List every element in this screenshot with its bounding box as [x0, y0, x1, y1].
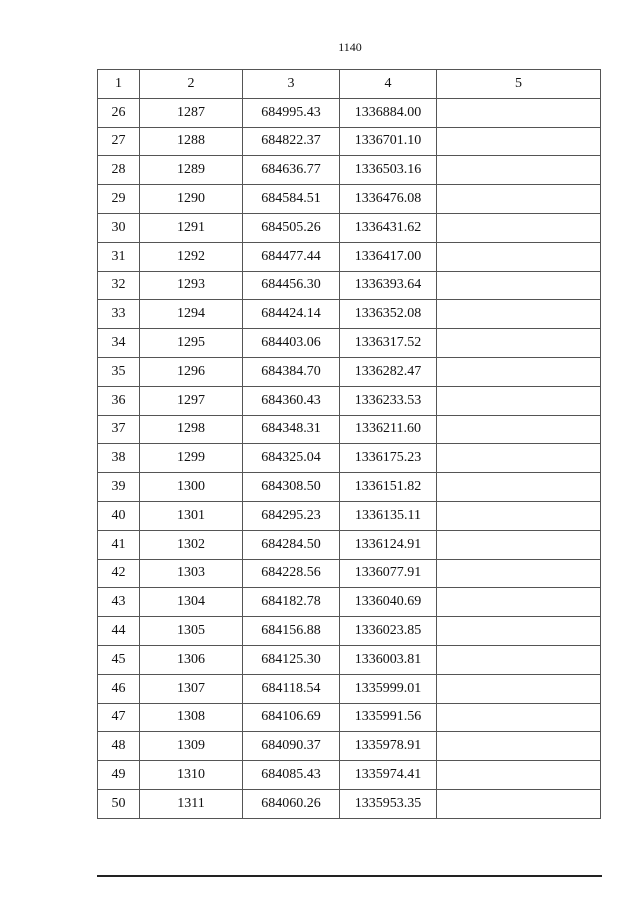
table-cell-col-5: [437, 98, 601, 127]
table-cell-col-1: 48: [98, 732, 140, 761]
table-cell-col-1: 42: [98, 559, 140, 588]
table-cell-col-1: 28: [98, 156, 140, 185]
table-row: [98, 789, 601, 818]
table-cell-col-2: 1303: [140, 559, 243, 588]
table-cell-col-4: 1335953.35: [340, 789, 437, 818]
table-row: [98, 329, 601, 358]
table-cell-col-2: 1297: [140, 386, 243, 415]
table-row: [98, 530, 601, 559]
table-cell-col-3: 684636.77: [243, 156, 340, 185]
table-cell-col-4: 1335974.41: [340, 761, 437, 790]
table-row: [98, 473, 601, 502]
table-cell-col-1: 37: [98, 415, 140, 444]
table-cell-col-3: 684584.51: [243, 185, 340, 214]
table-cell-col-4: 1336124.91: [340, 530, 437, 559]
table-row: [98, 674, 601, 703]
table-cell-col-5: [437, 213, 601, 242]
table-cell-col-5: [437, 127, 601, 156]
table-cell-col-5: [437, 444, 601, 473]
table-cell-col-3: 684118.54: [243, 674, 340, 703]
table-cell-col-2: 1307: [140, 674, 243, 703]
table-cell-col-4: 1336023.85: [340, 617, 437, 646]
table-cell-col-3: 684360.43: [243, 386, 340, 415]
table-cell-col-3: 684348.31: [243, 415, 340, 444]
table-cell-col-5: [437, 530, 601, 559]
table-row: [98, 617, 601, 646]
table-cell-col-1: 44: [98, 617, 140, 646]
table-cell-col-5: [437, 732, 601, 761]
table-cell-col-1: 29: [98, 185, 140, 214]
table-cell-col-3: 684182.78: [243, 588, 340, 617]
table-cell-col-2: 1288: [140, 127, 243, 156]
coordinates-table: [97, 69, 601, 819]
table-row: [98, 185, 601, 214]
table-cell-col-4: 1336135.11: [340, 501, 437, 530]
table-cell-col-4: 1336317.52: [340, 329, 437, 358]
table-cell-col-1: 40: [98, 501, 140, 530]
table-cell-col-3: 684125.30: [243, 645, 340, 674]
table-cell-col-3: 684156.88: [243, 617, 340, 646]
table-cell-col-2: 1306: [140, 645, 243, 674]
table-row: [98, 271, 601, 300]
table-row: [98, 444, 601, 473]
table-cell-col-4: 1336884.00: [340, 98, 437, 127]
table-cell-col-4: 1336282.47: [340, 357, 437, 386]
footer-divider: [97, 875, 602, 877]
table-cell-col-2: 1295: [140, 329, 243, 358]
table-row: [98, 645, 601, 674]
table-cell-col-4: 1336003.81: [340, 645, 437, 674]
table-cell-col-3: 684424.14: [243, 300, 340, 329]
table-cell-col-5: [437, 559, 601, 588]
table-cell-col-3: 684477.44: [243, 242, 340, 271]
table-cell-col-3: 684325.04: [243, 444, 340, 473]
table-row: [98, 357, 601, 386]
table-cell-col-2: 1311: [140, 789, 243, 818]
table-cell-col-5: [437, 156, 601, 185]
table-cell-col-4: 1336175.23: [340, 444, 437, 473]
table-cell-col-5: [437, 674, 601, 703]
table-cell-col-4: 1336077.91: [340, 559, 437, 588]
table-row: [98, 501, 601, 530]
table-cell-col-4: 1335999.01: [340, 674, 437, 703]
table-cell-col-4: 1336352.08: [340, 300, 437, 329]
table-cell-col-4: 1336393.64: [340, 271, 437, 300]
table-cell-col-1: 35: [98, 357, 140, 386]
table-cell-col-3: 684228.56: [243, 559, 340, 588]
table-cell-col-5: [437, 242, 601, 271]
table-row: [98, 98, 601, 127]
header-cell-3: 3: [243, 70, 340, 99]
table-cell-col-4: 1335978.91: [340, 732, 437, 761]
table-cell-col-1: 26: [98, 98, 140, 127]
table-cell-col-3: 684995.43: [243, 98, 340, 127]
table-cell-col-4: 1336211.60: [340, 415, 437, 444]
table-cell-col-3: 684403.06: [243, 329, 340, 358]
table-cell-col-5: [437, 271, 601, 300]
table-cell-col-3: 684284.50: [243, 530, 340, 559]
table-cell-col-2: 1304: [140, 588, 243, 617]
table-row: [98, 559, 601, 588]
table-row: [98, 732, 601, 761]
table-cell-col-2: 1308: [140, 703, 243, 732]
table-cell-col-5: [437, 501, 601, 530]
header-row: [98, 70, 601, 99]
table-cell-col-2: 1310: [140, 761, 243, 790]
table-cell-col-4: 1336476.08: [340, 185, 437, 214]
table-cell-col-2: 1294: [140, 300, 243, 329]
table-cell-col-1: 50: [98, 789, 140, 818]
table-cell-col-1: 46: [98, 674, 140, 703]
table-cell-col-5: [437, 329, 601, 358]
table-row: [98, 415, 601, 444]
table-cell-col-2: 1290: [140, 185, 243, 214]
page-number: 1140: [338, 40, 362, 54]
table-cell-col-4: 1336151.82: [340, 473, 437, 502]
table-cell-col-5: [437, 703, 601, 732]
table-cell-col-2: 1291: [140, 213, 243, 242]
table-cell-col-2: 1289: [140, 156, 243, 185]
table-cell-col-1: 27: [98, 127, 140, 156]
table-cell-col-4: 1336701.10: [340, 127, 437, 156]
table-cell-col-5: [437, 617, 601, 646]
table-cell-col-3: 684384.70: [243, 357, 340, 386]
table-cell-col-5: [437, 185, 601, 214]
table-cell-col-3: 684456.30: [243, 271, 340, 300]
table-cell-col-4: 1336040.69: [340, 588, 437, 617]
table-cell-col-4: 1335991.56: [340, 703, 437, 732]
table-row: [98, 386, 601, 415]
header-cell-4: 4: [340, 70, 437, 99]
table-row: [98, 761, 601, 790]
table-cell-col-3: 684060.26: [243, 789, 340, 818]
table-cell-col-1: 47: [98, 703, 140, 732]
table-cell-col-4: 1336417.00: [340, 242, 437, 271]
table-header: [98, 70, 601, 99]
header-cell-2: 2: [140, 70, 243, 99]
table-cell-col-1: 32: [98, 271, 140, 300]
table-row: [98, 127, 601, 156]
table-cell-col-1: 45: [98, 645, 140, 674]
table-cell-col-5: [437, 645, 601, 674]
table-cell-col-1: 36: [98, 386, 140, 415]
table-cell-col-3: 684308.50: [243, 473, 340, 502]
table-cell-col-2: 1305: [140, 617, 243, 646]
table-cell-col-5: [437, 386, 601, 415]
table-cell-col-2: 1302: [140, 530, 243, 559]
table-row: [98, 242, 601, 271]
table-cell-col-3: 684090.37: [243, 732, 340, 761]
table-cell-col-2: 1301: [140, 501, 243, 530]
table-cell-col-3: 684106.69: [243, 703, 340, 732]
table-cell-col-2: 1300: [140, 473, 243, 502]
table-cell-col-5: [437, 473, 601, 502]
table-cell-col-2: 1309: [140, 732, 243, 761]
table-cell-col-5: [437, 415, 601, 444]
table-cell-col-1: 38: [98, 444, 140, 473]
table-cell-col-2: 1296: [140, 357, 243, 386]
table-cell-col-5: [437, 761, 601, 790]
table-cell-col-1: 30: [98, 213, 140, 242]
table-row: [98, 213, 601, 242]
table-cell-col-3: 684085.43: [243, 761, 340, 790]
table-cell-col-1: 34: [98, 329, 140, 358]
table-cell-col-5: [437, 300, 601, 329]
table-row: [98, 300, 601, 329]
table-cell-col-4: 1336233.53: [340, 386, 437, 415]
table-cell-col-2: 1287: [140, 98, 243, 127]
table-row: [98, 156, 601, 185]
table-cell-col-5: [437, 357, 601, 386]
table-cell-col-2: 1292: [140, 242, 243, 271]
table-row: [98, 588, 601, 617]
header-cell-5: 5: [437, 70, 601, 99]
table-cell-col-4: 1336503.16: [340, 156, 437, 185]
table-cell-col-1: 39: [98, 473, 140, 502]
table-cell-col-1: 31: [98, 242, 140, 271]
table-cell-col-1: 43: [98, 588, 140, 617]
table-cell-col-3: 684822.37: [243, 127, 340, 156]
table-cell-col-1: 49: [98, 761, 140, 790]
table-cell-col-2: 1298: [140, 415, 243, 444]
table-cell-col-1: 33: [98, 300, 140, 329]
table-cell-col-4: 1336431.62: [340, 213, 437, 242]
header-cell-1: 1: [98, 70, 140, 99]
table-body: [98, 98, 601, 818]
table-cell-col-3: 684295.23: [243, 501, 340, 530]
table-cell-col-2: 1293: [140, 271, 243, 300]
table-cell-col-3: 684505.26: [243, 213, 340, 242]
table-row: [98, 703, 601, 732]
table-cell-col-2: 1299: [140, 444, 243, 473]
table-cell-col-1: 41: [98, 530, 140, 559]
table-cell-col-5: [437, 588, 601, 617]
table-cell-col-5: [437, 789, 601, 818]
